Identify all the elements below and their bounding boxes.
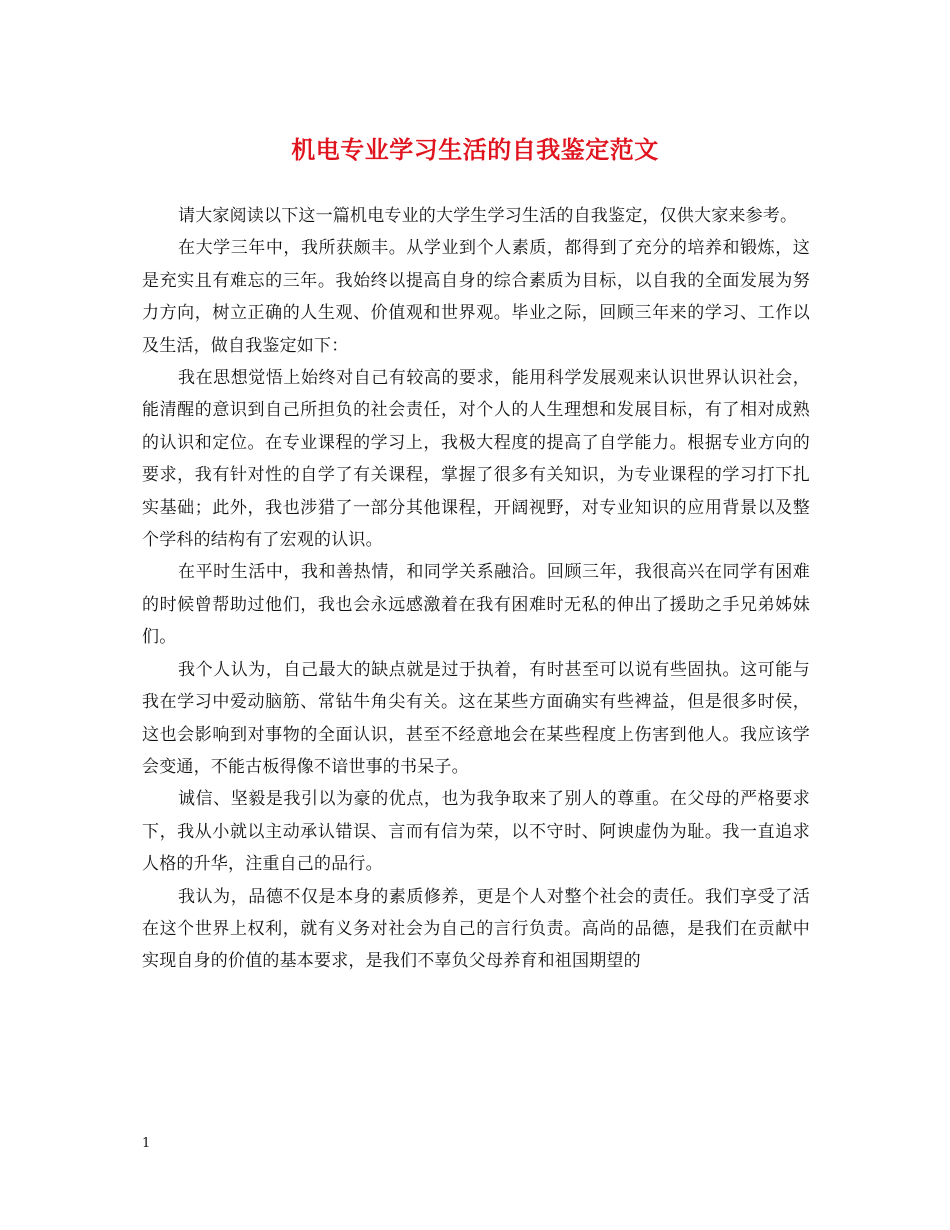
page-number: 1 [142, 1136, 151, 1151]
document-body [142, 200, 810, 978]
paragraph-study: 我在思想觉悟上始终对自己有较高的要求，能用科学发展观来认识世界认识社会，能清醒的意识到自己所担负的社会责任，对个人的人生理想和发展目标，有了相对成熟的认识和定位。在专业课程的学习上，我极大程度的提高了自学能力。根据专业方向的要求，我有针对性的自学了有关课程，掌握了很多有关知识，为专业课程的学习打下扎实基础；此外，我也涉猎了一部分其他课程，开阔视野，对专业知识的应用背景以及整个学科的结构有了宏观的认识。 [142, 368, 810, 551]
paragraph-overview: 在大学三年中，我所获颇丰。从学业到个人素质，都得到了充分的培养和锻炼，这是充实且有难忘的三年。我始终以提高自身的综合素质为目标，以自我的全面发展为努力方向，树立正确的人生观、价值观和世界观。毕业之际，回顾三年来的学习、工作以及生活，做自我鉴定如下： [142, 238, 810, 356]
paragraph-intro: 请大家阅读以下这一篇机电专业的大学生学习生活的自我鉴定，仅供大家来参考。 [178, 206, 798, 226]
paragraph-life: 在平时生活中，我和善热情，和同学关系融洽。回顾三年，我很高兴在同学有困难的时候曾帮助过他们，我也会永远感激着在我有困难时无私的伸出了援助之手兄弟姊妹们。 [142, 562, 810, 648]
document-title: 机电专业学习生活的自我鉴定范文 [291, 135, 659, 164]
paragraph-morality: 我认为，品德不仅是本身的素质修养，更是个人对整个社会的责任。我们享受了活在这个世界上权利，就有义务对社会为自己的言行负责。高尚的品德，是我们在贡献中实现自身的价值的基本要求，是我们不辜负父母养育和祖国期望的 [142, 886, 810, 972]
paragraph-integrity: 诚信、坚毅是我引以为豪的优点，也为我争取来了别人的尊重。在父母的严格要求下，我从小就以主动承认错误、言而有信为荣，以不守时、阿谀虚伪为耻。我一直追求人格的升华，注重自己的品行。 [142, 789, 810, 875]
paragraph-shortcoming: 我个人认为，自己最大的缺点就是过于执着，有时甚至可以说有些固执。这可能与我在学习中爱动脑筋、常钻牛角尖有关。这在某些方面确实有些裨益，但是很多时侯，这也会影响到对事物的全面认识，甚至不经意地会在某些程度上伤害到他人。我应该学会变通，不能古板得像不谙世事的书呆子。 [142, 659, 810, 777]
